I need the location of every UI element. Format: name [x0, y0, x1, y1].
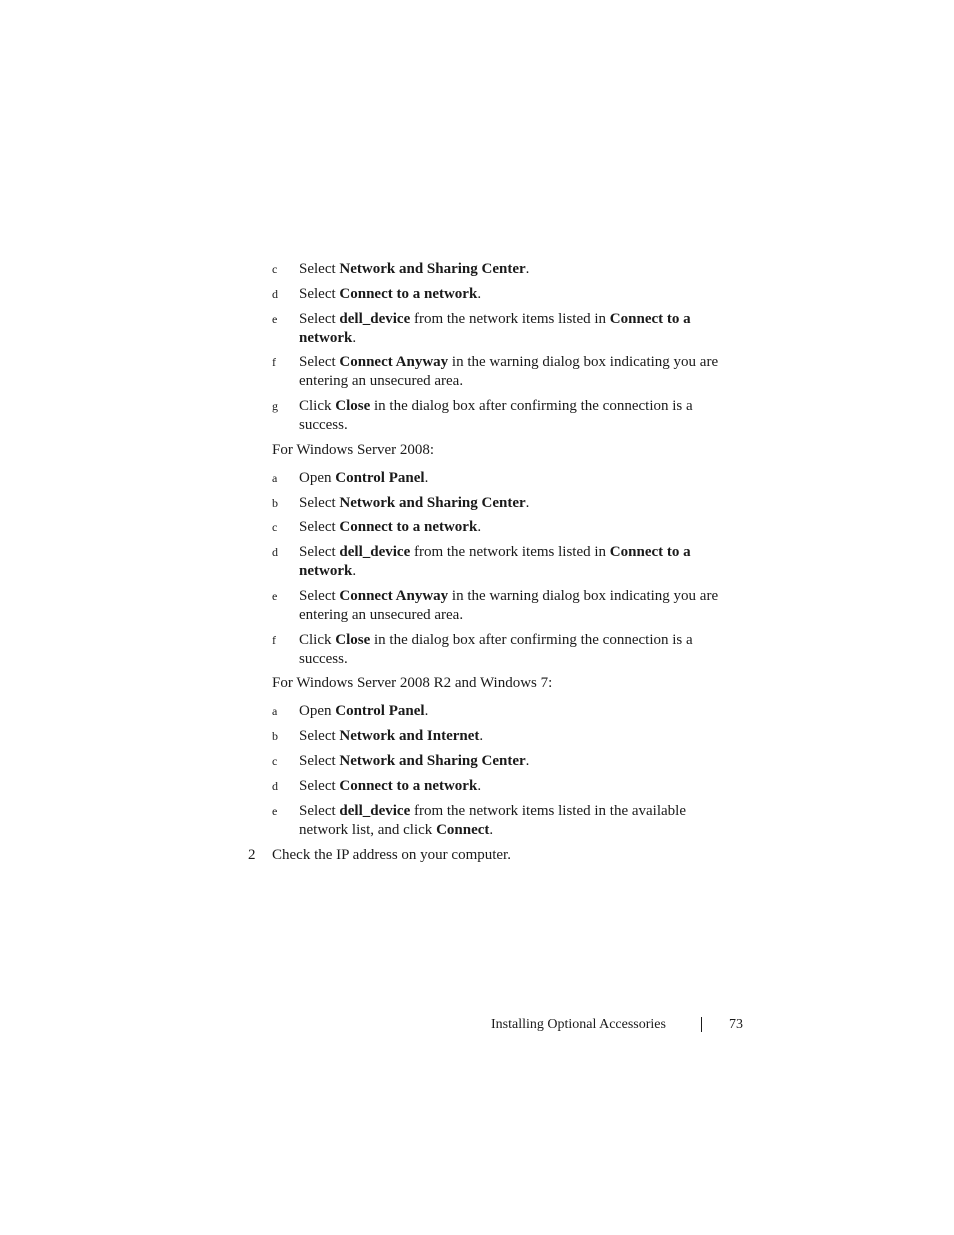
list-marker: f	[272, 633, 276, 647]
list-marker: g	[272, 399, 278, 413]
list-marker: b	[272, 496, 278, 510]
list-item: Open Control Panel.	[299, 703, 429, 719]
section-intro: For Windows Server 2008:	[272, 442, 435, 458]
page-number: 73	[729, 1017, 743, 1032]
list-marker: c	[272, 262, 278, 276]
list-item: Select Connect to a network.	[299, 519, 482, 535]
section-intro: For Windows Server 2008 R2 and Windows 7:	[272, 675, 553, 691]
footer-chapter-title: Installing Optional Accessories	[491, 1017, 666, 1032]
list-item: Select Connect Anyway in the warning dialog box indicating you are entering an unsecured area.	[299, 588, 719, 623]
list-item: Select Network and Sharing Center.	[299, 753, 530, 769]
list-marker: c	[272, 754, 278, 768]
step-number: 2	[248, 847, 256, 863]
list-marker: a	[272, 704, 278, 718]
list-marker: d	[272, 287, 278, 301]
list-item: Select Connect to a network.	[299, 286, 482, 302]
list-item: Select dell_device from the network items listed in Connect to a network.	[299, 311, 691, 346]
list-marker: e	[272, 804, 278, 818]
list-marker: d	[272, 779, 278, 793]
list-marker: e	[272, 589, 278, 603]
list-item: Select Network and Internet.	[299, 728, 484, 744]
list-item: Select Connect to a network.	[299, 778, 482, 794]
list-item: Select Connect Anyway in the warning dialog box indicating you are entering an unsecured area.	[299, 354, 719, 389]
list-marker: d	[272, 545, 278, 559]
list-marker: e	[272, 312, 278, 326]
list-item: Open Control Panel.	[299, 470, 429, 486]
list-item: Click Close in the dialog box after confirming the connection is a success.	[299, 632, 693, 667]
list-item: Select Network and Sharing Center.	[299, 495, 530, 511]
list-item: Click Close in the dialog box after confirming the connection is a success.	[299, 398, 693, 433]
list-item: Select Network and Sharing Center.	[299, 261, 530, 277]
list-marker: f	[272, 355, 276, 369]
list-marker: c	[272, 520, 278, 534]
step-text: Check the IP address on your computer.	[272, 847, 511, 863]
list-item: Select dell_device from the network items listed in the available network list, and click Connect.	[299, 803, 686, 838]
list-item: Select dell_device from the network items listed in Connect to a network.	[299, 544, 691, 579]
list-marker: b	[272, 729, 278, 743]
list-marker: a	[272, 471, 278, 485]
footer-divider	[701, 1017, 702, 1032]
